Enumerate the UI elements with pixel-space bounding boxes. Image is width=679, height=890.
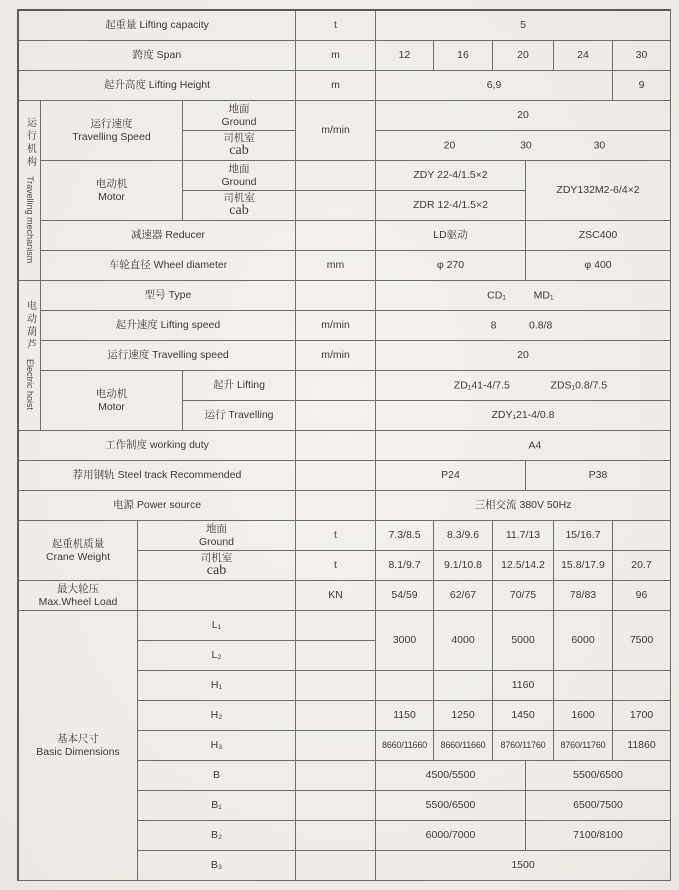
lifting-height-value-main: 6,9 — [376, 71, 613, 101]
max-wheel-load-label-line: Max.Wheel Load — [38, 595, 118, 608]
travelling-speed-label-line: Travelling Speed — [72, 130, 151, 143]
dim-B-sublabel: B — [138, 761, 296, 791]
power-source-label: 电源 Power source — [19, 491, 296, 521]
lifting-capacity-unit: t — [296, 11, 376, 41]
travel-motor-ground-value: ZDY 22-4/1.5×2 — [376, 161, 526, 191]
travelling-speed-label — [41, 101, 183, 161]
crane-weight-cab-sublabel-line: cab — [206, 563, 227, 579]
steel-track-unit — [296, 461, 376, 491]
lifting-capacity-label: 起重量 Lifting capacity — [19, 11, 296, 41]
dim-H2-value-5: 1700 — [613, 701, 671, 731]
hoist-type-value — [376, 281, 671, 311]
crane-weight-ground-value-3: 11.7/13 — [493, 521, 554, 551]
power-source-value: 三相交流 380V 50Hz — [376, 491, 671, 521]
max-wheel-load-value-5: 96 — [613, 581, 671, 611]
dim-H1-value-3: 1160 — [493, 671, 554, 701]
travelling-speed-ground-sublabel-line: 地面 — [228, 102, 250, 115]
dim-B1-sublabel: B₁ — [138, 791, 296, 821]
crane-weight-label-line: Crane Weight — [45, 550, 110, 563]
max-wheel-load-value-2: 62/67 — [434, 581, 493, 611]
dim-unit-H3 — [296, 731, 376, 761]
hoist-motor-lifting-sublabel: 起升 Lifting — [183, 371, 296, 401]
lifting-capacity-value: 5 — [376, 11, 671, 41]
crane-weight-ground-value-5 — [613, 521, 671, 551]
dim-H1-value-5 — [613, 671, 671, 701]
travel-motor-cab-sublabel-line: 司机室 — [223, 191, 255, 204]
steel-track-value-left: P24 — [376, 461, 526, 491]
dim-B-value-right: 5500/6500 — [526, 761, 671, 791]
section-electric-hoist-line: Electric hoist — [24, 359, 35, 411]
travelling-speed-unit: m/min — [296, 101, 376, 161]
max-wheel-load-spacer — [138, 581, 296, 611]
dim-unit-H1 — [296, 671, 376, 701]
span-value-1: 12 — [376, 41, 434, 71]
travelling-speed-cab-sublabel-line: cab — [229, 143, 249, 159]
span-value-5: 30 — [613, 41, 671, 71]
basic-dimensions-label-line: 基本尺寸 — [56, 732, 99, 745]
travel-motor-unit-2 — [296, 191, 376, 221]
hoist-type-value-part: CD₁ — [487, 289, 506, 302]
travel-motor-unit-1 — [296, 161, 376, 191]
section-travelling-mechanism — [19, 101, 41, 281]
section-electric-hoist-line: 电动葫芦 — [24, 300, 36, 353]
basic-dimensions-label — [19, 611, 138, 881]
span-unit: m — [296, 41, 376, 71]
lifting-height-label: 起升高度 Lifting Height — [19, 71, 296, 101]
dim-unit-L1 — [296, 611, 376, 641]
crane-weight-cab-value-5: 20.7 — [613, 551, 671, 581]
dim-H1-value-4 — [554, 671, 613, 701]
max-wheel-load-value-1: 54/59 — [376, 581, 434, 611]
working-duty-value-part: A4 — [528, 439, 542, 452]
crane-weight-cab-unit: t — [296, 551, 376, 581]
dim-L-value-5: 7500 — [613, 611, 671, 671]
travel-motor-ground-sublabel-line: 地面 — [228, 162, 250, 175]
hoist-motor-travelling-sublabel: 运行 Travelling — [183, 401, 296, 431]
dim-L1-sublabel: L₁ — [138, 611, 296, 641]
dim-B1-value-right: 6500/7500 — [526, 791, 671, 821]
dim-L-value-1: 3000 — [376, 611, 434, 671]
power-source-unit — [296, 491, 376, 521]
hoist-lifting-speed-unit: m/min — [296, 311, 376, 341]
hoist-type-value-part: MD₁ — [533, 289, 554, 302]
steel-track-value-right: P38 — [526, 461, 671, 491]
dim-H3-value-3: 8760/11760 — [493, 731, 554, 761]
lifting-height-value-last: 9 — [613, 71, 671, 101]
dim-B3-sublabel: B₃ — [138, 851, 296, 881]
working-duty-label: 工作制度 working duty — [19, 431, 296, 461]
crane-weight-ground-sublabel-line: Ground — [198, 535, 235, 548]
dim-unit-B1 — [296, 791, 376, 821]
span-value-4: 24 — [554, 41, 613, 71]
crane-weight-ground-unit: t — [296, 521, 376, 551]
dim-H1-sublabel: H₁ — [138, 671, 296, 701]
reducer-unit — [296, 221, 376, 251]
hoist-motor-unit-1 — [296, 371, 376, 401]
hoist-travelling-speed-label: 运行速度 Travelling speed — [41, 341, 296, 371]
crane-weight-label — [19, 521, 138, 581]
working-duty-value — [376, 431, 671, 461]
crane-weight-ground-sublabel-line: 地面 — [206, 522, 227, 535]
span-value-3: 20 — [493, 41, 554, 71]
dim-L-value-3: 5000 — [493, 611, 554, 671]
crane-weight-cab-sublabel-line: 司机室 — [200, 551, 233, 564]
reducer-label: 减速器 Reducer — [41, 221, 296, 251]
crane-weight-ground-value-1: 7.3/8.5 — [376, 521, 434, 551]
travelling-speed-cab-value-part: 30 — [520, 139, 532, 152]
crane-weight-cab-value-4: 15.8/17.9 — [554, 551, 613, 581]
dim-H2-value-3: 1450 — [493, 701, 554, 731]
max-wheel-load-value-3: 70/75 — [493, 581, 554, 611]
section-travelling-mechanism-line: Travelling mechanism — [24, 176, 35, 264]
hoist-lifting-speed-value-part: 8 — [490, 319, 497, 332]
crane-weight-cab-sublabel — [138, 551, 296, 581]
reducer-value-right: ZSC400 — [526, 221, 671, 251]
basic-dimensions-label-line: Basic Dimensions — [36, 745, 120, 758]
dim-unit-B2 — [296, 821, 376, 851]
hoist-motor-label-line: 电动机 — [95, 387, 128, 400]
travelling-speed-cab-sublabel — [183, 131, 296, 161]
wheel-diameter-value-left: φ 270 — [376, 251, 526, 281]
hoist-lifting-speed-value-part: 0.8/8 — [528, 319, 553, 332]
dim-unit-B3 — [296, 851, 376, 881]
dim-H3-value-4: 8760/11760 — [554, 731, 613, 761]
section-electric-hoist — [19, 281, 41, 431]
dim-B1-value-left: 5500/6500 — [376, 791, 526, 821]
wheel-diameter-value-right: φ 400 — [526, 251, 671, 281]
travelling-speed-cab-value-part: 30 — [593, 139, 606, 152]
travel-motor-cab-value: ZDR 12-4/1.5×2 — [376, 191, 526, 221]
travelling-speed-cab-value-part: 20 — [443, 139, 456, 152]
steel-track-label: 荐用钢轨 Steel track Recommended — [19, 461, 296, 491]
dim-L-value-2: 4000 — [434, 611, 493, 671]
dim-unit-B — [296, 761, 376, 791]
travel-motor-label-line: 电动机 — [95, 177, 128, 190]
wheel-diameter-unit: mm — [296, 251, 376, 281]
hoist-motor-lifting-value-part: ZDS₁0.8/7.5 — [550, 379, 608, 392]
lifting-height-unit: m — [296, 71, 376, 101]
travel-motor-ground-sublabel-line: Ground — [221, 175, 257, 188]
max-wheel-load-label — [19, 581, 138, 611]
hoist-motor-unit-2 — [296, 401, 376, 431]
hoist-type-unit — [296, 281, 376, 311]
hoist-motor-travelling-value: ZDY₁21-4/0.8 — [376, 401, 671, 431]
max-wheel-load-unit: KN — [296, 581, 376, 611]
hoist-lifting-speed-value — [376, 311, 671, 341]
dim-H2-value-1: 1150 — [376, 701, 434, 731]
max-wheel-load-label-line: 最大轮压 — [56, 582, 99, 595]
hoist-motor-label-line: Motor — [98, 400, 125, 413]
wheel-diameter-label: 车轮直径 Wheel diameter — [41, 251, 296, 281]
dim-unit-L2 — [296, 641, 376, 671]
travelling-speed-ground-value: 20 — [376, 101, 671, 131]
travelling-speed-ground-sublabel-line: Ground — [221, 115, 257, 128]
section-travelling-mechanism-line: 运行机构 — [24, 117, 36, 170]
reducer-value-left: LD驱动 — [376, 221, 526, 251]
dim-B2-value-right: 7100/8100 — [526, 821, 671, 851]
hoist-motor-label — [41, 371, 183, 431]
dim-L2-sublabel: L₂ — [138, 641, 296, 671]
hoist-type-label: 型号 Type — [41, 281, 296, 311]
crane-weight-ground-value-4: 15/16.7 — [554, 521, 613, 551]
dim-L-value-4: 6000 — [554, 611, 613, 671]
crane-weight-cab-value-2: 9.1/10.8 — [434, 551, 493, 581]
dim-H1-value-1 — [376, 671, 434, 701]
travel-motor-cab-sublabel-line: cab — [229, 203, 249, 219]
dim-H2-value-4: 1600 — [554, 701, 613, 731]
travelling-speed-cab-value — [376, 131, 671, 161]
crane-weight-cab-value-1: 8.1/9.7 — [376, 551, 434, 581]
dim-H2-value-2: 1250 — [434, 701, 493, 731]
span-label: 跨度 Span — [19, 41, 296, 71]
dim-H3-value-2: 8660/11660 — [434, 731, 493, 761]
travel-motor-label — [41, 161, 183, 221]
hoist-motor-lifting-value-part: ZD₁41-4/7.5 — [453, 379, 510, 392]
crane-weight-label-line: 起重机质量 — [51, 537, 105, 550]
dim-B3-value: 1500 — [376, 851, 671, 881]
travel-motor-ground-sublabel — [183, 161, 296, 191]
travelling-speed-label-line: 运行速度 — [90, 117, 133, 130]
spec-table — [17, 9, 671, 881]
travel-motor-label-line: Motor — [98, 190, 125, 203]
dim-H3-sublabel: H₃ — [138, 731, 296, 761]
crane-weight-ground-value-2: 8.3/9.6 — [434, 521, 493, 551]
crane-weight-cab-value-3: 12.5/14.2 — [493, 551, 554, 581]
dim-H3-value-1: 8660/11660 — [376, 731, 434, 761]
dim-H3-value-5: 11860 — [613, 731, 671, 761]
dim-H1-value-2 — [434, 671, 493, 701]
hoist-motor-lifting-value — [376, 371, 671, 401]
crane-weight-ground-sublabel — [138, 521, 296, 551]
travel-motor-cab-sublabel — [183, 191, 296, 221]
working-duty-unit — [296, 431, 376, 461]
hoist-travelling-speed-value: 20 — [376, 341, 671, 371]
dim-H2-sublabel: H₂ — [138, 701, 296, 731]
dim-B2-value-left: 6000/7000 — [376, 821, 526, 851]
travelling-speed-ground-sublabel — [183, 101, 296, 131]
hoist-travelling-speed-unit: m/min — [296, 341, 376, 371]
dim-unit-H2 — [296, 701, 376, 731]
hoist-lifting-speed-label: 起升速度 Lifting speed — [41, 311, 296, 341]
span-value-2: 16 — [434, 41, 493, 71]
travel-motor-right-value: ZDY132M2-6/4×2 — [526, 161, 671, 221]
travelling-speed-cab-sublabel-line: 司机室 — [223, 131, 255, 144]
dim-B-value-left: 4500/5500 — [376, 761, 526, 791]
max-wheel-load-value-4: 78/83 — [554, 581, 613, 611]
dim-B2-sublabel: B₂ — [138, 821, 296, 851]
